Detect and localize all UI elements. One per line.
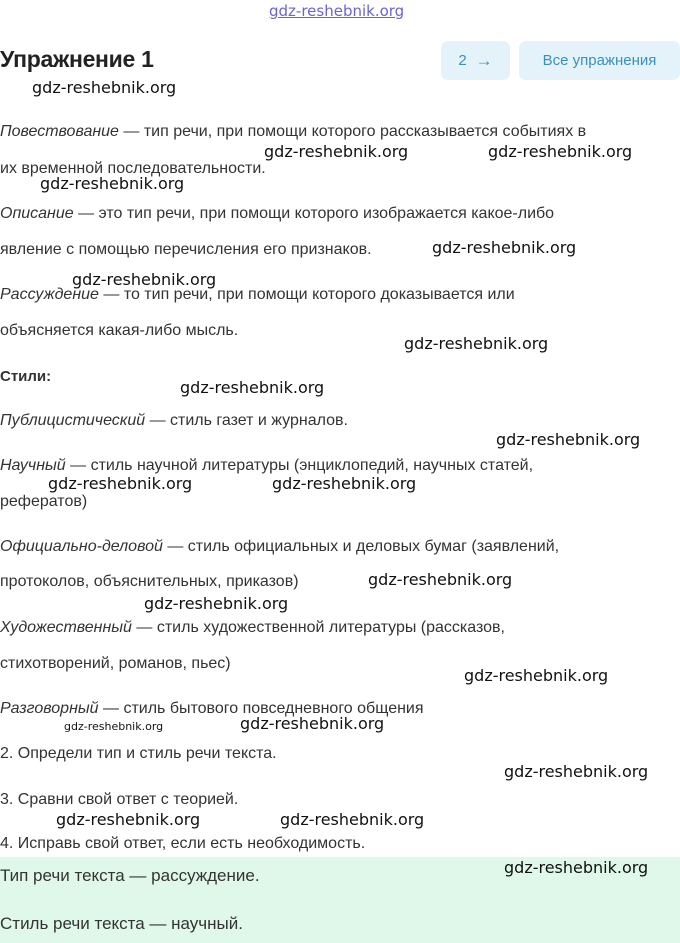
term-colloquial: Разговорный xyxy=(0,700,99,717)
colloquial-text: — стиль бытового повседневного общения xyxy=(98,700,424,717)
narration-line-1 xyxy=(0,123,586,141)
watermark-text: gdz-reshebnik.org xyxy=(272,474,417,493)
watermark-text: gdz-reshebnik.org xyxy=(144,594,289,613)
watermark-text: gdz-reshebnik.org xyxy=(48,474,193,493)
artistic-line-2: стихотворений, романов, пьес) xyxy=(0,655,231,672)
watermark-text-small: gdz-reshebnik.org xyxy=(64,720,164,733)
arrow-right-icon: → xyxy=(475,50,493,70)
watermark-text: gdz-reshebnik.org xyxy=(72,270,217,289)
scientific-line-2: рефератов) xyxy=(0,493,88,510)
publicistic-line xyxy=(0,412,348,430)
term-official: Официально-деловой xyxy=(0,538,163,555)
watermark-text: gdz-reshebnik.org xyxy=(368,570,513,589)
narration-text: — тип речи, при помощи которого рассказывается событиях в xyxy=(118,123,587,140)
watermark-text: gdz-reshebnik.org xyxy=(496,430,641,449)
page-title: Упражнение 1 xyxy=(0,46,154,72)
all-exercises-button[interactable]: Все упражнения xyxy=(519,41,680,80)
watermark-text: gdz-reshebnik.org xyxy=(404,334,549,353)
official-line-2: протоколов, объяснительных, приказов) xyxy=(0,573,299,590)
description-line-2: явление с помощью перечисления его признаков. xyxy=(0,241,372,258)
official-text: — стиль официальных и деловых бумаг (заявлений, xyxy=(162,538,560,555)
artistic-text: — стиль художественной литературы (рассказов, xyxy=(131,619,505,636)
term-reasoning: Рассуждение xyxy=(0,286,99,303)
term-scientific: Научный xyxy=(0,457,66,474)
watermark-text: gdz-reshebnik.org xyxy=(504,762,649,781)
narration-line-2: их временной последовательности. xyxy=(0,160,266,177)
answer-style: Стиль речи текста — научный. xyxy=(0,914,243,933)
watermark-text: gdz-reshebnik.org xyxy=(40,174,185,193)
reasoning-line-2: объясняется какая-либо мысль. xyxy=(0,322,239,339)
description-text: — это тип речи, при помощи которого изображается какое-либо xyxy=(73,205,555,222)
term-description: Описание xyxy=(0,205,74,222)
watermark-text: gdz-reshebnik.org xyxy=(264,142,409,161)
watermark-text: gdz-reshebnik.org xyxy=(464,666,609,685)
artistic-line-1 xyxy=(0,619,505,637)
watermark-text: gdz-reshebnik.org xyxy=(32,78,177,97)
watermark-link[interactable]: gdz-reshebnik.org xyxy=(269,2,405,20)
next-exercise-button[interactable] xyxy=(441,41,510,80)
task-4: 4. Исправь свой ответ, если есть необходимость. xyxy=(0,835,366,852)
task-3: 3. Сравни свой ответ с теорией. xyxy=(0,791,239,808)
watermark-text: gdz-reshebnik.org xyxy=(488,142,633,161)
scientific-line-1 xyxy=(0,457,533,475)
answer-type: Тип речи текста — рассуждение. xyxy=(0,866,260,885)
official-line-1 xyxy=(0,538,559,556)
task-2: 2. Определи тип и стиль речи текста. xyxy=(0,745,277,762)
styles-heading: Стили: xyxy=(0,368,52,385)
term-publicistic: Публицистический xyxy=(0,412,146,429)
watermark-text: gdz-reshebnik.org xyxy=(56,810,201,829)
watermark-text: gdz-reshebnik.org xyxy=(280,810,425,829)
term-artistic: Художественный xyxy=(0,619,132,636)
next-exercise-label: 2 xyxy=(458,52,467,69)
watermark-text: gdz-reshebnik.org xyxy=(504,858,649,877)
description-line-1 xyxy=(0,205,554,223)
term-narration: Повествование xyxy=(0,123,119,140)
watermark-text: gdz-reshebnik.org xyxy=(240,714,385,733)
publicistic-text: — стиль газет и журналов. xyxy=(145,412,348,429)
scientific-text: — стиль научной литературы (энциклопедий, научных статей, xyxy=(65,457,534,474)
watermark-text: gdz-reshebnik.org xyxy=(432,238,577,257)
reasoning-text: — то тип речи, при помощи которого доказывается или xyxy=(98,286,515,303)
watermark-text: gdz-reshebnik.org xyxy=(180,378,325,397)
